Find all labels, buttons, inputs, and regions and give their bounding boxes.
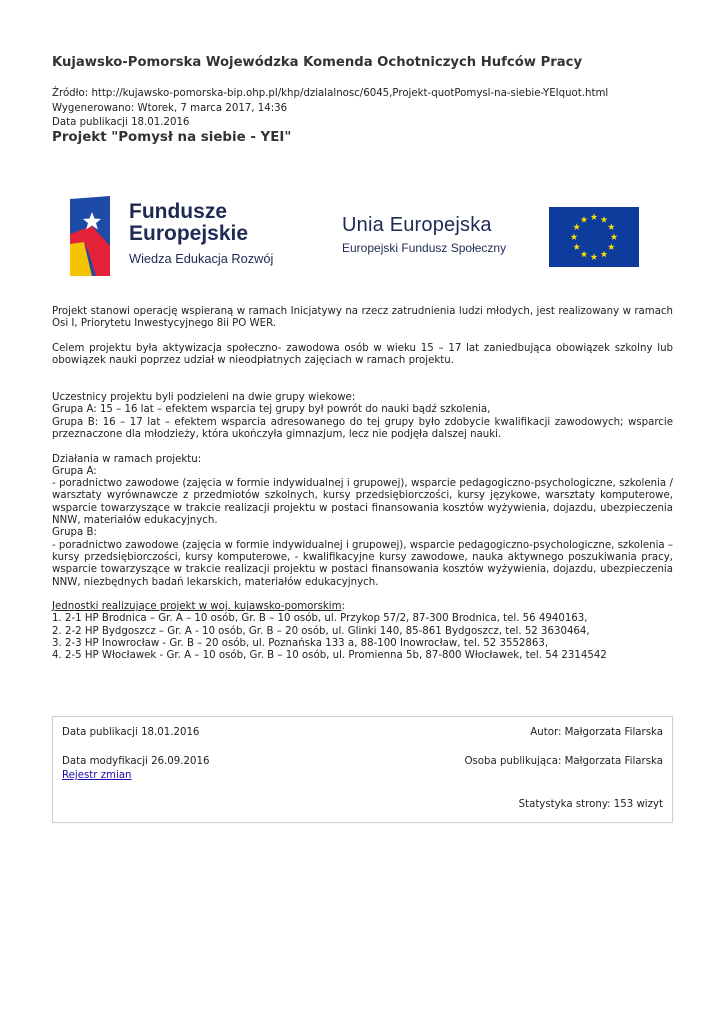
unit-item: 4. 2-5 HP Włocławek - Gr. A – 10 osób, Gr. B – 10 osób, ul. Promienna 5b, 87-800 Włocławek, tel. 54 2314542	[52, 650, 607, 662]
eu-flag-icon	[549, 207, 639, 267]
unit-item: 3. 2-3 HP Inowrocław - Gr. B – 20 osób, ul. Poznańska 133 a, 88-100 Inowrocław, tel. 52 3552863,	[52, 638, 549, 650]
fundusze-europejskie-logo-icon	[70, 196, 114, 276]
publish-date: Data publikacji 18.01.2016	[52, 117, 190, 128]
units-title: Jednostki realizujące projekt w woj. kujawsko-pomorskim	[52, 601, 342, 613]
unit-item: 2. 2-2 HP Bydgoszcz – Gr. A - 10 osób, Gr. B – 20 osób, ul. Glinki 140, 85-861 Bydgoszcz, tel. 52 3630464,	[52, 625, 590, 637]
metadata-footer	[52, 716, 673, 823]
participants-intro: Uczestnicy projektu byli podzieleni na dwie grupy wiekowe:	[52, 392, 356, 404]
generated-date: Wygenerowano: Wtorek, 7 marca 2017, 14:36	[52, 102, 288, 114]
footer-page-stats: Statystyka strony: 153 wizyt	[518, 799, 663, 810]
fe-line3: Wiedza Edukacja Rozwój	[129, 251, 274, 266]
group-a-description: Grupa A: 15 – 16 lat – efektem wsparcia tej grupy był powrót do nauki bądź szkolenia,	[52, 404, 491, 416]
footer-publisher: Osoba publikująca: Małgorzata Filarska	[464, 756, 663, 767]
footer-publish-date: Data publikacji 18.01.2016	[62, 727, 200, 738]
article-body	[52, 306, 673, 663]
project-title: Projekt "Pomysł na siebie - YEI"	[52, 130, 292, 145]
footer-author: Autor: Małgorzata Filarska	[530, 727, 663, 738]
goal-paragraph: Celem projektu była aktywizacja społeczno- zawodowa osób w wieku 15 – 17 lat zaniedbująca obowiązek szkolny lub obowiązek nauki poprzez udział w nieodpłatnych zajęciach w ramach projektu.	[52, 342, 673, 367]
unia-europejska-wordmark	[342, 213, 506, 256]
units-heading	[52, 601, 673, 613]
actions-group-a-label: Grupa A:	[52, 465, 97, 477]
fundusze-europejskie-wordmark	[129, 201, 273, 268]
fe-line1: Fundusze	[129, 200, 227, 223]
ue-line2: Europejski Fundusz Społeczny	[342, 241, 507, 255]
footer-modified-date: Data modyfikacji 26.09.2016	[62, 756, 210, 767]
actions-group-b-label: Grupa B:	[52, 527, 97, 539]
actions-group-b: - poradnictwo zawodowe (zajęcia w formie indywidualnej i grupowej), wsparcie pedagogiczno-psychologiczne, szkolenia – kursy przedsiębiorczości, kursy komputerowe, - kwalifikacyjne kursy zawodowe, nauka aktywnego poszukiwania pracy, wsparcie towarzyszące w trakcie realizacji projektu w postaci finansowania kosztów wyżywienia, dojazdu, ubezpieczenia NNW, niezbędnych badań lekarskich, materiałów edukacyjnych.	[52, 539, 673, 588]
funding-banner	[52, 177, 659, 291]
source-url: Źródło: http://kujawsko-pomorska-bip.ohp.pl/khp/dzialalnosc/6045,Projekt-quotPomysl-na-siebie-YEIquot.html	[52, 88, 609, 99]
fe-line2: Europejskie	[129, 222, 249, 245]
actions-title: Działania w ramach projektu:	[52, 453, 202, 465]
ue-line1: Unia Europejska	[342, 214, 492, 236]
intro-paragraph: Projekt stanowi operację wspieraną w ramach Inicjatywy na rzecz zatrudnienia ludzi młodych, jest realizowany w ramach Osi I, Priorytetu Inwestycyjnego 8ii PO WER.	[52, 306, 673, 330]
group-b-description: Grupa B: 16 – 17 lat – efektem wsparcia adresowanego do tej grupy było zdobycie kwalifikacji zawodowych; wsparcie przeznaczone dla młodzieży, która ukończyła gimnazjum, lecz nie podjęła dalszej nauki.	[52, 416, 673, 440]
units-colon: :	[341, 601, 345, 613]
unit-item: 1. 2-1 HP Brodnica – Gr. A – 10 osób, Gr. B – 10 osób, ul. Przykop 57/2, 87-300 Brodnica, tel. 56 4940163,	[52, 613, 588, 625]
document-meta	[52, 87, 608, 131]
actions-group-a: - poradnictwo zawodowe (zajęcia w formie indywidualnej i grupowej), wsparcie pedagogiczno-psychologiczne, szkolenia / warsztaty wyrównawcze z przedmiotów szkolnych, kursy przedsiębiorczości, kursy językowe, warsztaty komputerowe, wsparcie towarzyszące w trakcie realizacji projektu w postaci finansowania kosztów wyżywienia, dojazdu, ubezpieczenia NNW, materiałów edukacyjnych.	[52, 478, 673, 527]
organization-title: Kujawsko-Pomorska Wojewódzka Komenda Ochotniczych Hufców Pracy	[52, 55, 583, 70]
changes-register-link[interactable]: Rejestr zmian	[62, 770, 132, 781]
